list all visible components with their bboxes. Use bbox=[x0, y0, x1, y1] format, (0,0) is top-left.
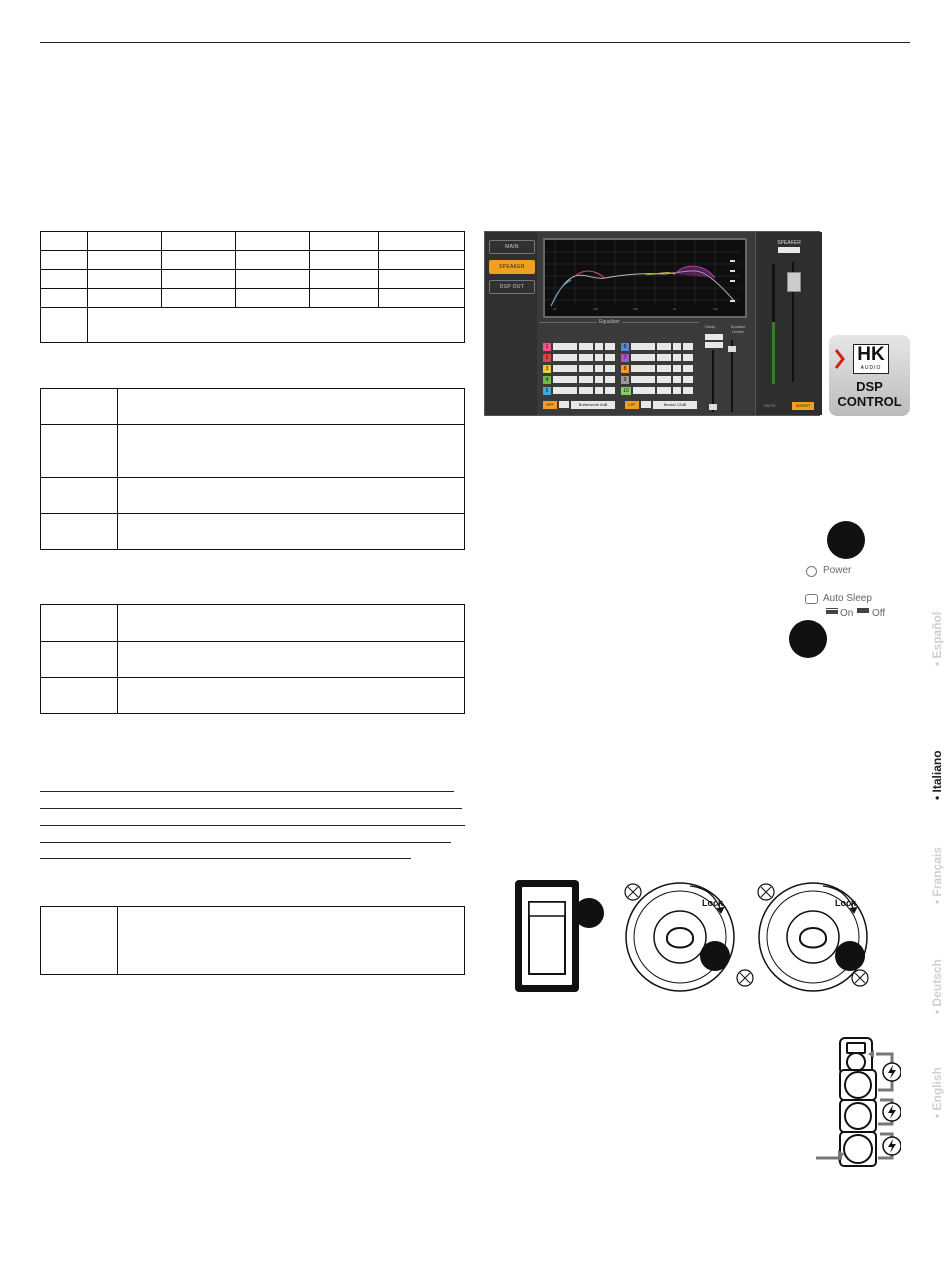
spec-table-3 bbox=[40, 604, 465, 714]
dsp-software-screenshot bbox=[484, 231, 820, 416]
lang-tab-francais[interactable]: • Français bbox=[930, 847, 944, 904]
control-label: CONTROL bbox=[837, 394, 902, 409]
lpf-type-select[interactable]: Bessel 12dB bbox=[653, 401, 697, 409]
nav-speaker-button[interactable]: SPEAKER bbox=[489, 260, 535, 274]
nav-dsp-out-button[interactable]: DSP OUT bbox=[489, 280, 535, 294]
speaker-channel-strip bbox=[755, 232, 822, 415]
speakon-connector-icon bbox=[625, 883, 753, 991]
lock-label: Lock bbox=[702, 898, 724, 908]
delay-value-field[interactable] bbox=[705, 342, 723, 348]
callout-marker bbox=[789, 620, 827, 658]
band-number: 8 bbox=[621, 365, 629, 373]
daisy-chain-diagram bbox=[816, 1036, 901, 1171]
band-number: 6 bbox=[621, 343, 629, 351]
mute-button[interactable]: MUTE bbox=[764, 403, 776, 408]
auto-sleep-label: Auto Sleep bbox=[823, 593, 872, 604]
svg-text:100: 100 bbox=[593, 307, 599, 311]
hpf-type-select[interactable]: Butterworth 6dB bbox=[571, 401, 615, 409]
text-line bbox=[40, 858, 411, 859]
power-rocker-switch-icon bbox=[515, 880, 579, 992]
top-rule bbox=[40, 42, 910, 43]
svg-text:2k: 2k bbox=[673, 307, 677, 311]
connector-panel-drawing bbox=[515, 880, 870, 995]
chevron-right-icon bbox=[835, 349, 845, 369]
spec-table-2 bbox=[40, 388, 465, 550]
eq-band-row[interactable] bbox=[621, 376, 697, 384]
hk-logo: HK AUDIO bbox=[853, 344, 889, 374]
switch-on-symbol-icon bbox=[826, 608, 838, 614]
spec-table-4 bbox=[40, 906, 465, 975]
band-number: 10 bbox=[621, 387, 631, 395]
band-number: 2 bbox=[543, 354, 551, 362]
eq-band-row[interactable] bbox=[621, 354, 697, 362]
spec-table-1 bbox=[40, 231, 465, 343]
delay-fader-track bbox=[712, 350, 714, 412]
speaker-limiter-label: Speaker Limiter bbox=[730, 324, 746, 334]
switch-off-symbol-icon bbox=[857, 608, 869, 613]
hk-dsp-control-app-icon bbox=[829, 335, 910, 416]
level-meter-fill bbox=[772, 322, 775, 384]
power-led-icon bbox=[806, 566, 817, 577]
off-label: Off bbox=[872, 608, 886, 619]
power-label: Power bbox=[823, 565, 852, 576]
band-number: 9 bbox=[621, 376, 629, 384]
equalizer-title: Equalizer bbox=[599, 319, 620, 325]
auto-sleep-switch[interactable] bbox=[805, 594, 818, 604]
text-line bbox=[40, 791, 454, 792]
lock-label: Lock bbox=[835, 898, 857, 908]
svg-text:500: 500 bbox=[633, 307, 639, 311]
callout-marker bbox=[835, 941, 865, 971]
eq-band-row[interactable] bbox=[621, 343, 697, 351]
eq-band-row[interactable] bbox=[621, 387, 697, 395]
band-number: 3 bbox=[543, 365, 551, 373]
lang-tab-espanol[interactable]: • Español bbox=[930, 611, 944, 666]
eq-band-row[interactable] bbox=[621, 365, 697, 373]
callout-marker bbox=[700, 941, 730, 971]
text-line bbox=[40, 825, 465, 826]
lang-tab-italiano[interactable]: • Italiano bbox=[930, 750, 944, 800]
speaker-preset-field[interactable] bbox=[778, 247, 800, 253]
limiter-fader-handle[interactable] bbox=[728, 346, 736, 352]
eq-frequency-graph bbox=[543, 238, 747, 318]
band-number: 1 bbox=[543, 343, 551, 351]
text-line bbox=[40, 808, 462, 809]
callout-marker bbox=[827, 521, 865, 559]
band-number: 7 bbox=[621, 354, 629, 362]
dsp-sidebar bbox=[485, 232, 537, 415]
band-number: 4 bbox=[543, 376, 551, 384]
invert-button[interactable]: INVERT bbox=[792, 402, 814, 410]
equalizer-panel bbox=[539, 319, 699, 412]
lang-tab-english[interactable]: • English bbox=[930, 1067, 944, 1118]
delay-unit-select[interactable] bbox=[705, 334, 723, 340]
lpf-button[interactable]: LPF bbox=[625, 401, 639, 409]
speaker-panel-title: SPEAKER bbox=[777, 240, 801, 246]
speaker-fader-handle[interactable] bbox=[787, 272, 801, 292]
on-label: On bbox=[840, 608, 854, 619]
eq-curve-plot bbox=[545, 240, 741, 312]
lang-tab-deutsch[interactable]: • Deutsch bbox=[930, 959, 944, 1014]
delay-label: Delay bbox=[705, 324, 716, 329]
callout-marker bbox=[574, 898, 604, 928]
hpf-button[interactable]: HPF bbox=[543, 401, 557, 409]
nav-main-button[interactable]: MAIN bbox=[489, 240, 535, 254]
band-number: 5 bbox=[543, 387, 551, 395]
dsp-label: DSP bbox=[856, 379, 883, 394]
delay-fader-handle[interactable] bbox=[709, 404, 717, 410]
svg-text:10k: 10k bbox=[713, 307, 718, 311]
svg-text:20: 20 bbox=[553, 307, 557, 311]
text-line bbox=[40, 842, 451, 843]
